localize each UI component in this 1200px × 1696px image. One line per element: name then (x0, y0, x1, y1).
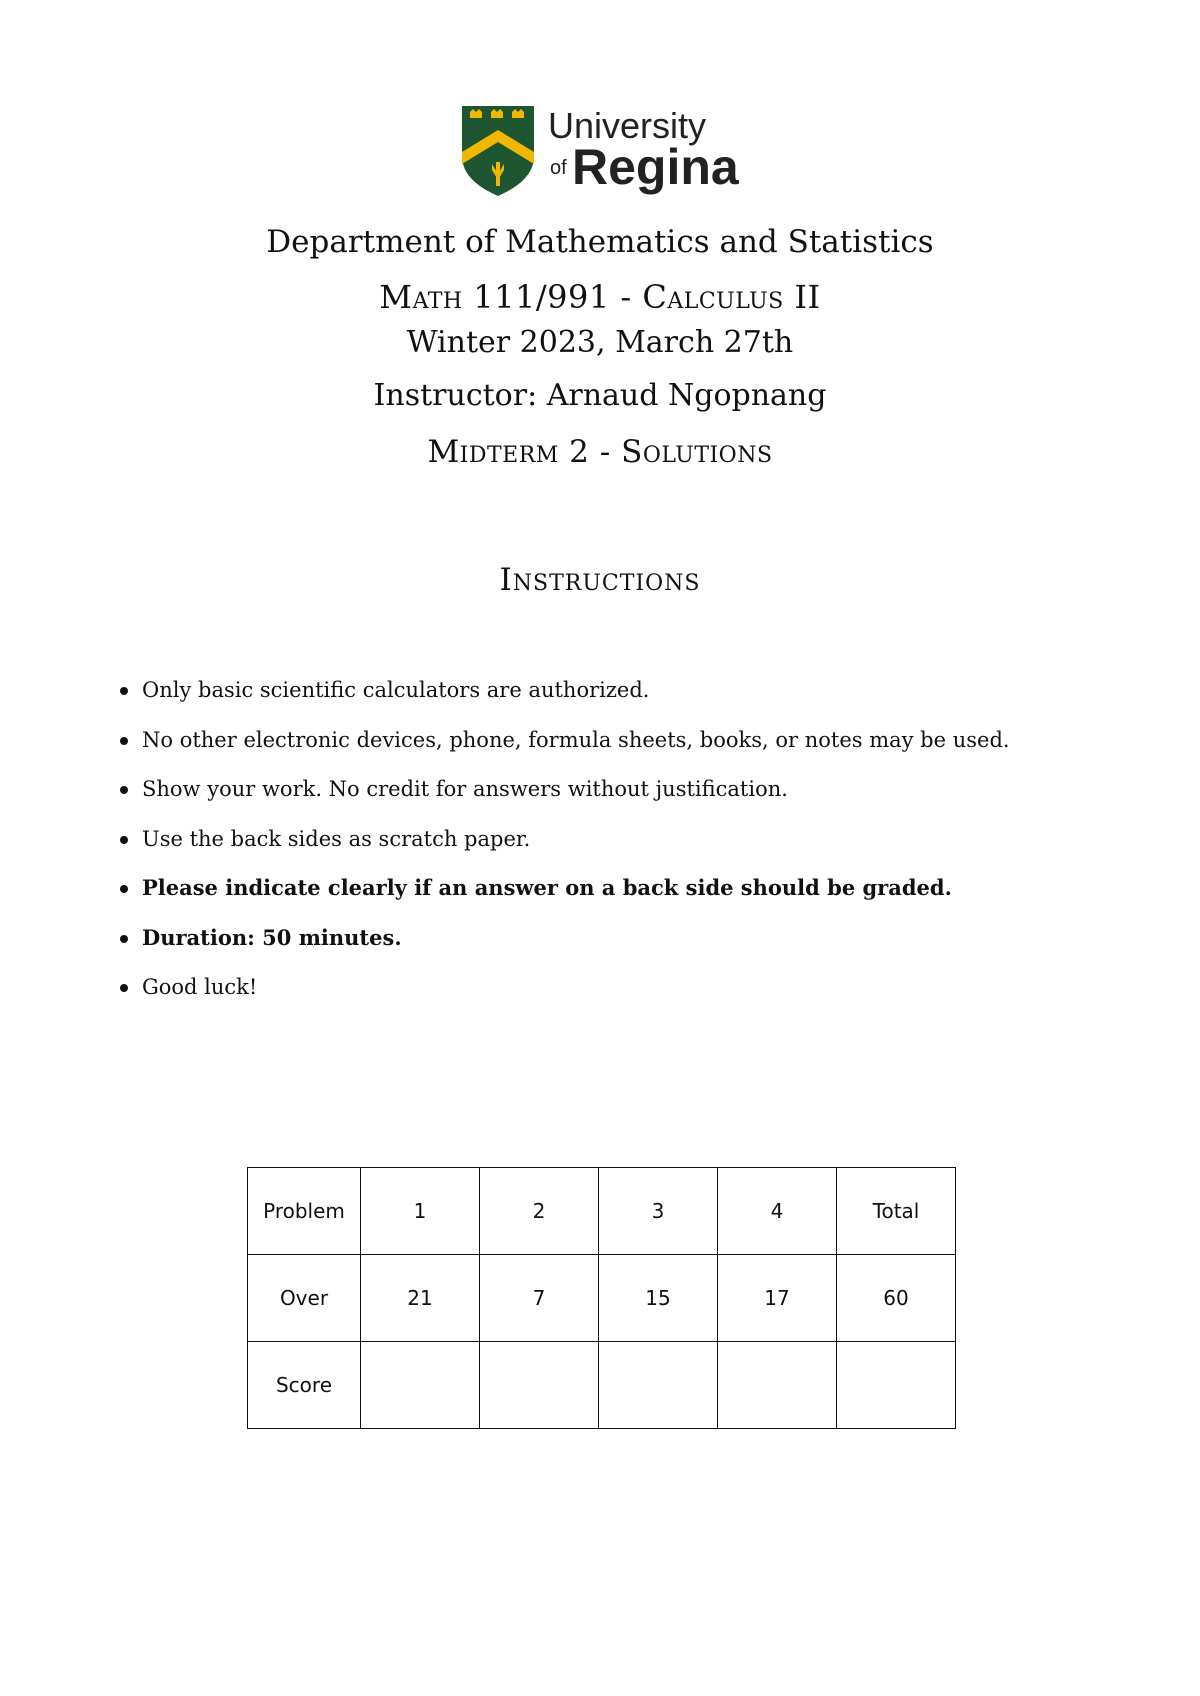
svg-text:Regina: Regina (572, 139, 739, 195)
instruction-item: Good luck! (120, 974, 1010, 1024)
table-cell: Over (248, 1255, 361, 1342)
svg-text:of: of (550, 157, 567, 179)
university-logo (460, 104, 750, 198)
instructor-name: Instructor: Arnaud Ngopnang (373, 378, 827, 413)
department-name: Department of Mathematics and Statistics (266, 224, 934, 260)
bullet-icon (120, 737, 128, 745)
table-cell: 2 (480, 1168, 599, 1255)
table-cell: 15 (599, 1255, 718, 1342)
table-cell: Total (837, 1168, 956, 1255)
score-entry-cell (837, 1342, 956, 1429)
score-entry-cell (480, 1342, 599, 1429)
table-row-score (248, 1342, 956, 1429)
table-cell: Score (248, 1342, 361, 1429)
score-entry-cell (361, 1342, 480, 1429)
bullet-icon (120, 836, 128, 844)
table-cell: 7 (480, 1255, 599, 1342)
table-row-problem (248, 1168, 956, 1255)
exam-title: Midterm 2 - Solutions (427, 434, 773, 470)
svg-text:University: University (548, 105, 707, 146)
instructions-list (120, 677, 1010, 1024)
instructions-heading: Instructions (499, 562, 701, 598)
score-table (247, 1167, 956, 1429)
university-of-regina-logo (460, 104, 750, 198)
instruction-item: Show your work. No credit for answers without justification. (120, 776, 1010, 826)
table-cell: 1 (361, 1168, 480, 1255)
table-cell: 17 (718, 1255, 837, 1342)
table-row-over (248, 1255, 956, 1342)
bullet-icon (120, 984, 128, 992)
bullet-icon (120, 935, 128, 943)
exam-date: Winter 2023, March 27th (406, 325, 794, 360)
course-title: Math 111/991 - Calculus II (379, 278, 821, 316)
instruction-item-emphasized: Please indicate clearly if an answer on a back side should be graded. (120, 875, 1010, 925)
table-cell: 60 (837, 1255, 956, 1342)
score-entry-cell (599, 1342, 718, 1429)
bullet-icon (120, 687, 128, 695)
bullet-icon (120, 885, 128, 893)
instruction-item: No other electronic devices, phone, formula sheets, books, or notes may be used. (120, 727, 1010, 777)
instruction-item-duration: Duration: 50 minutes. (120, 925, 1010, 975)
score-entry-cell (718, 1342, 837, 1429)
table-cell: 4 (718, 1168, 837, 1255)
table-cell: 3 (599, 1168, 718, 1255)
bullet-icon (120, 786, 128, 794)
table-cell: Problem (248, 1168, 361, 1255)
instruction-item: Use the back sides as scratch paper. (120, 826, 1010, 876)
table-cell: 21 (361, 1255, 480, 1342)
instruction-item: Only basic scientific calculators are authorized. (120, 677, 1010, 727)
